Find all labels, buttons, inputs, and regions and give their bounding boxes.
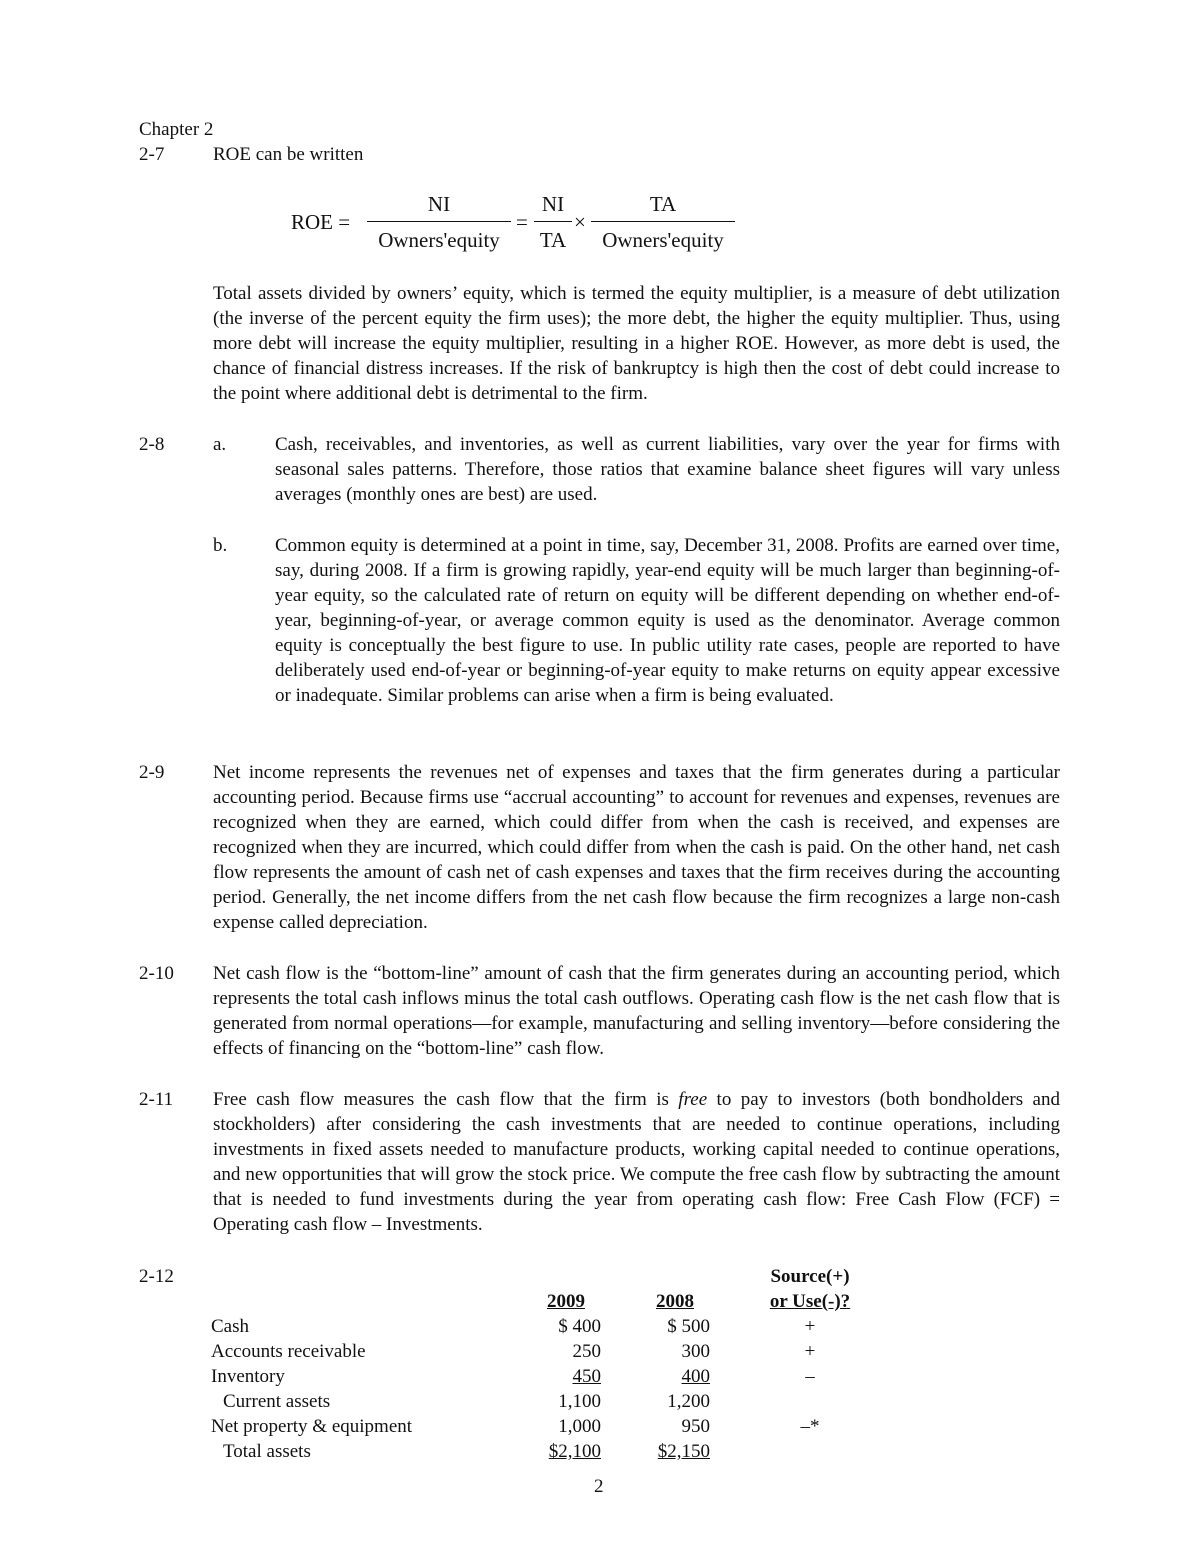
paragraph-2-8-b: Common equity is determined at a point in time, say, December 31, 2008. Profits are earned over time, say, during 2008. If a firm is growing rapidly, year-end equity will be much larger than beginning-of-year equity, so the calculated rate of return on equity will be different depending on whether end-of-year, beginning-of-year, or average common equity is used as the denominator. Average common equity is conceptually the best figure to use. In public utility rate cases, people are reported to have deliberately used end-of-year or beginning-of-year equity to make returns on equity appear excessive or inadequate. Similar problems can arise when a firm is being evaluated. (275, 535, 1060, 706)
problem-number-2-12: 2-12 (139, 1266, 174, 1287)
problem-number-2-9: 2-9 (139, 762, 165, 783)
row-source-use: – (805, 1366, 815, 1387)
row-label: Inventory (211, 1366, 285, 1387)
item-label-a: a. (213, 434, 227, 455)
row-value-2008: 950 (681, 1416, 710, 1437)
row-label: Cash (211, 1316, 249, 1337)
paragraph-2-7: Total assets divided by owners’ equity, which is termed the equity multiplier, is a measure of debt utilization (the inverse of the percent equity the firm uses); the more debt, the higher the equity multiplier. Thus, using more debt will increase the equity multiplier, resulting in a higher ROE. However, as more debt is used, the chance of financial distress increases. If the risk of bankruptcy is high then the cost of debt could increase to the point where additional debt is detrimental to the firm. (213, 283, 1060, 404)
row-source-use (755, 1389, 865, 1414)
row-label: Current assets (223, 1391, 331, 1412)
numerator-ta: TA (591, 192, 735, 222)
header-source-use-line1: Source(+) (770, 1266, 850, 1287)
item-label-b: b. (213, 535, 228, 556)
times-sign: × (574, 210, 586, 234)
problem-number-2-7: 2-7 (139, 144, 165, 165)
table-row (211, 1364, 865, 1389)
roe-equation (0, 0, 1200, 260)
problem-number-2-11: 2-11 (139, 1089, 174, 1110)
roe-equation-lhs: ROE = (291, 210, 351, 234)
denominator-owners-equity: Owners'equity (378, 228, 500, 252)
equals-sign: = (516, 210, 528, 234)
row-label: Total assets (223, 1441, 311, 1462)
table-header-row-2 (211, 1289, 865, 1314)
problem-number-2-10: 2-10 (139, 963, 174, 984)
denominator-ta: TA (539, 228, 567, 252)
row-value-2008: 300 (681, 1341, 710, 1362)
fraction-ta-over-equity (591, 192, 735, 253)
row-source-use (755, 1439, 865, 1464)
table-header-row-1 (211, 1264, 865, 1289)
row-value-2009: $2,100 (548, 1441, 601, 1462)
fraction-ni-over-ta (534, 192, 572, 253)
row-value-2009: $ 400 (558, 1316, 601, 1337)
header-2008: 2008 (656, 1291, 694, 1312)
denominator-owners-equity-2: Owners'equity (602, 228, 724, 252)
row-label: Net property & equipment (211, 1416, 413, 1437)
paragraph-2-10: Net cash flow is the “bottom-line” amount of cash that the firm generates during an accounting period, which represents the total cash inflows minus the total cash outflows. Operating cash flow is the net cash flow that is generated from normal operations—for example, manufacturing and selling inventory—before considering the effects of financing on the “bottom-line” cash flow. (213, 963, 1060, 1059)
row-label: Accounts receivable (211, 1341, 366, 1362)
header-2009: 2009 (547, 1291, 585, 1312)
table-row (211, 1339, 865, 1364)
row-value-2009: 250 (572, 1341, 601, 1362)
numerator-ni-2: NI (534, 192, 572, 222)
row-value-2009: 1,100 (558, 1391, 601, 1412)
row-value-2008: $ 500 (667, 1316, 710, 1337)
paragraph-2-8-a: Cash, receivables, and inventories, as well as current liabilities, vary over the year for firms with seasonal sales patterns. Therefore, those ratios that examine balance sheet figures will vary unless averages (monthly ones are best) are used. (275, 434, 1060, 505)
roe-intro: ROE can be written (213, 144, 364, 165)
numerator-ni: NI (367, 192, 511, 222)
table-row (211, 1414, 865, 1439)
table-row (211, 1389, 865, 1414)
paragraph-2-9: Net income represents the revenues net of expenses and taxes that the firm generates during a particular accounting period. Because firms use “accrual accounting” to account for revenues and expenses, revenues are recognized when they are earned, which could differ from when the cash is received, and expenses are recognized when they are incurred, which could differ from when the cash is paid. On the other hand, net cash flow represents the amount of cash net of cash expenses and taxes that the firm receives during the accounting period. Generally, the net income differs from the net cash flow because the firm recognizes a large non-cash expense called depreciation. (213, 762, 1060, 933)
fraction-ni-over-equity (367, 192, 511, 253)
row-value-2008: 400 (681, 1366, 710, 1387)
row-value-2009: 450 (572, 1366, 601, 1387)
table-row (211, 1314, 865, 1339)
paragraph-2-11-part1: Free cash flow measures the cash flow that the firm is (213, 1089, 679, 1110)
balance-sheet-table (211, 1264, 865, 1464)
page-number: 2 (594, 1476, 604, 1497)
paragraph-2-11-part2: to pay to investors (both bondholders and stockholders) after considering the cash investments that are needed to continue operations, including investments in fixed assets needed to manufacture products, working capital needed to continue operations, and new opportunities that will grow the stock price. We compute the free cash flow by subtracting the amount that is needed to fund investments during the year from operating cash flow: Free Cash Flow (FCF) = Operating cash flow – Investments. (213, 1089, 1060, 1235)
paragraph-2-11 (213, 1087, 1060, 1237)
row-source-use: + (804, 1316, 816, 1337)
row-source-use: + (804, 1341, 816, 1362)
row-source-use: –* (800, 1416, 820, 1437)
row-value-2008: $2,150 (657, 1441, 710, 1462)
chapter-heading: Chapter 2 (139, 119, 214, 140)
row-value-2008: 1,200 (667, 1391, 710, 1412)
table-row (211, 1439, 865, 1464)
paragraph-2-11-emphasis: free (678, 1089, 708, 1110)
header-source-use-line2: or Use(-)? (769, 1291, 851, 1312)
row-value-2009: 1,000 (558, 1416, 601, 1437)
problem-number-2-8: 2-8 (139, 434, 165, 455)
